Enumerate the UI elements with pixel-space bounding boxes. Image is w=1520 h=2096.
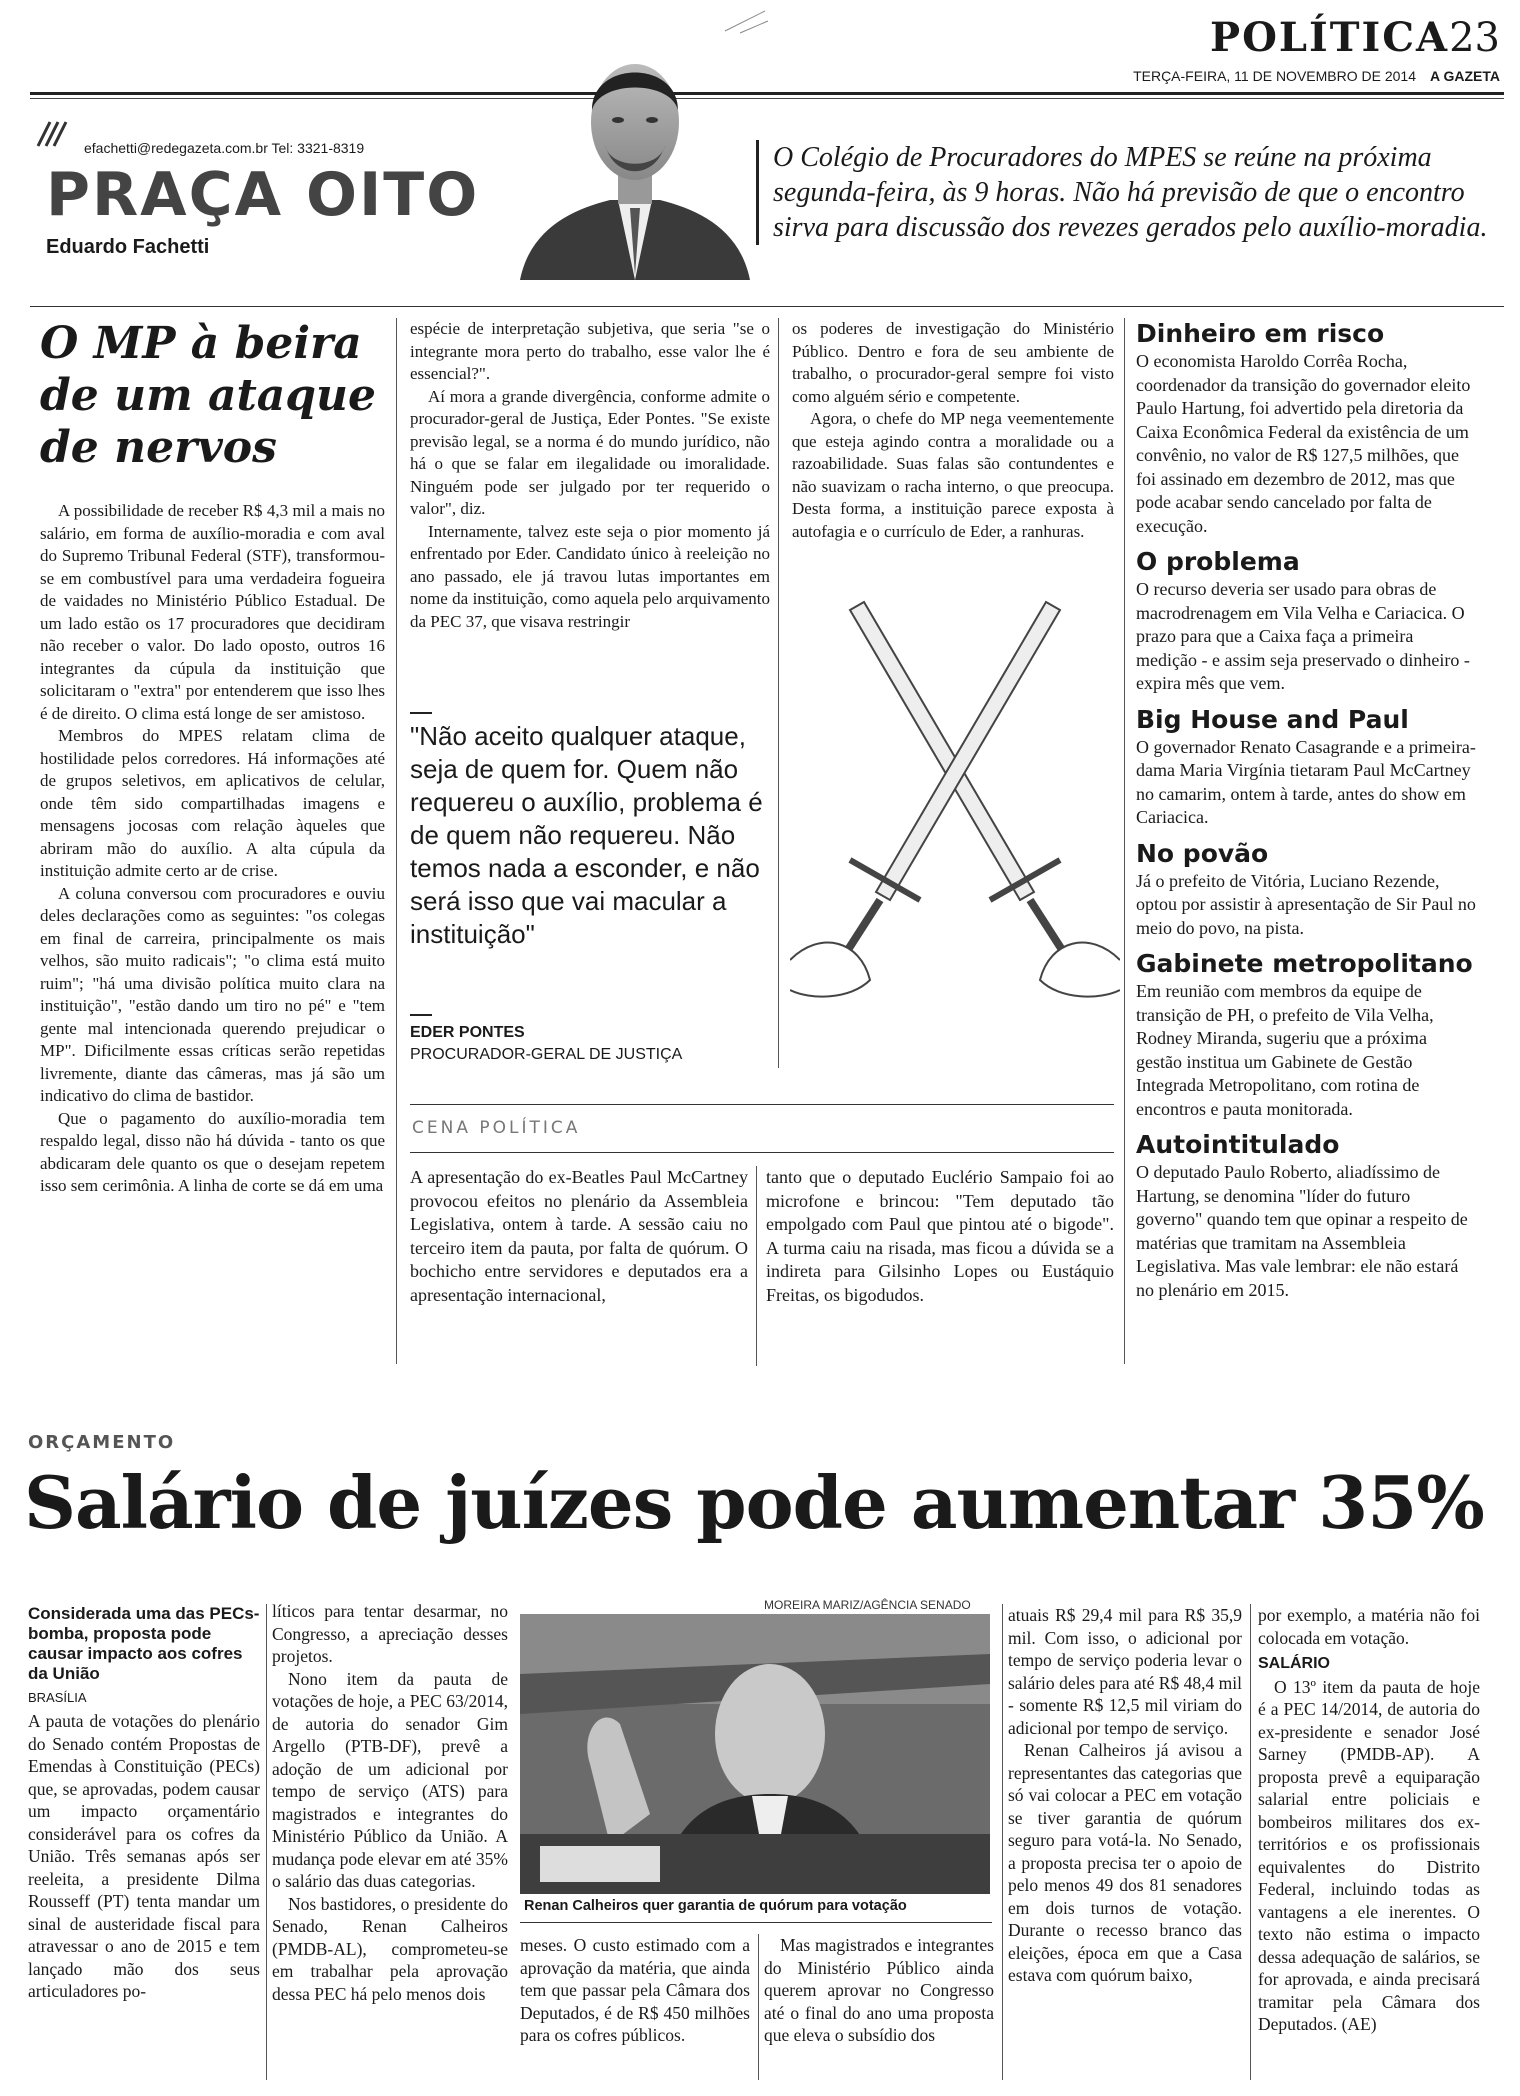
quote-role: PROCURADOR-GERAL DE JUSTIÇA — [410, 1046, 683, 1063]
story-deck: Considerada uma das PECs-bomba, proposta pode causar impacto aos cofres da União — [28, 1604, 260, 1683]
column-rule — [756, 1166, 757, 1366]
paragraph: Agora, o chefe do MP nega veementemente que esteja agindo contra a moralidade ou a razoabilidade. Suas falas são contundentes e não suavizam o racha interno, o que preocupa. Desta forma, a instituição parece exposta à autofagia e o currículo de Eder, a ranhuras. — [792, 409, 1114, 541]
photo-credit: MOREIRA MARIZ/AGÊNCIA SENADO — [764, 1598, 971, 1612]
note-title: No povão — [1136, 838, 1269, 868]
pull-quote: "Não aceito qualquer ataque, seja de quem for. Quem não requereu o auxílio, problema é de quem não requereu. Não temos nada a esconder, e não será isso que vai macular a instituição" — [410, 721, 763, 949]
paragraph: Mas magistrados e integrantes do Ministério Público ainda querem aprovar no Congresso até o final do ano uma proposta que eleva o subsídio dos — [764, 1935, 994, 2045]
subhead: SALÁRIO — [1258, 1655, 1330, 1672]
paragraph: por exemplo, a matéria não foi colocada em votação. — [1258, 1605, 1480, 1648]
column-logo-icon — [34, 118, 74, 148]
quote-rule — [410, 712, 432, 714]
paragraph: Que o pagamento do auxílio-moradia tem respaldo legal, disso não há dúvida - tanto os que abdicaram dele quanto os que o desejam repetem isso sem cerimônia. A linha de corte se dá em uma — [40, 1108, 385, 1195]
column-author: Eduardo Fachetti — [46, 236, 210, 258]
paragraph: atuais R$ 29,4 mil para R$ 35,9 mil. Com isso, o adicional por tempo de serviço poderia levar o salário deles para até R$ 48,4 mil - somente R$ 12,5 mil viriam do adicional por tempo de serviço. — [1008, 1605, 1242, 1738]
paragraph: Nos bastidores, o presidente do Senado, Renan Calheiros (PMDB-AL), comprometeu-se em trabalhar pela aprovação dessa PEC há pelo menos dois — [272, 1893, 508, 2004]
paragraph: Aí mora a grande divergência, conforme admite o procurador-geral de Justiça, Eder Pontes. "Se existe previsão legal, se a norma é do mundo jurídico, não há o que se falar em ilegalidade ou imoralidade. Ninguém pode ser julgado por ter requerido o valor", diz. — [410, 386, 770, 518]
orcamento-headline: Salário de juízes pode aumentar 35% — [24, 1460, 1484, 1545]
notes-sidebar — [1136, 318, 1476, 1310]
author-photo — [500, 40, 770, 280]
note-title: Dinheiro em risco — [1136, 319, 1385, 348]
column-rule — [778, 318, 779, 1068]
paragraph: espécie de interpretação subjetiva, que seria "se o integrante mora perto do trabalho, esse valor lhe é essencial?". — [410, 319, 770, 383]
note-title: O problema — [1136, 547, 1300, 576]
paragraph: Internamente, talvez este seja o pior momento já enfrentado por Eder. Candidato único à reeleição no ano passado, ele já travou lutas importantes em nome da instituição, como aquela pelo arquivamento da PEC 37, que visava restringir — [410, 521, 770, 631]
orcamento-column-1 — [28, 1710, 260, 2003]
orcamento-column-2 — [272, 1600, 508, 2005]
orcamento-column-5 — [1008, 1604, 1242, 1987]
paragraph: meses. O custo estimado com a aprovação da matéria, que ainda tem que passar pela Câmara dos Deputados, é de R$ 450 milhões para os cofres públicos. — [520, 1935, 750, 2045]
paragraph: Nono item da pauta de votações de hoje, a PEC 63/2014, de autoria do senador Gim Argello (PTB-DF), prevê a adoção de um adicional por tempo de serviço (ATS) para magistrados e integrantes do Ministério Público da União. A mudança pode elevar em até 35% o salário das duas categorias. — [272, 1668, 508, 1891]
pen-scribble — [720, 6, 770, 36]
paragraph: A pauta de votações do plenário do Senado contém Propostas de Emendas à Constituição (PECs) que, se aprovadas, podem causar um impacto orçamentário considerável para os cofres da União. Três semanas após ser reeleita, a presidente Dilma Rousseff (PT) tenta mandar um sinal de austeridade fiscal para atravessar o ano de 2015 e tem lançado mão dos seus articuladores po- — [28, 1711, 260, 2001]
quote-rule — [410, 1014, 432, 1016]
paragraph: os poderes de investigação do Ministério Público. Dentro e fora de seu ambiente de trabalho, o procurador-geral sempre foi visto como alguém sério e competente. — [792, 319, 1114, 406]
section-kicker: ORÇAMENTO — [28, 1432, 176, 1453]
story-headline: O MP à beira de um ataque de nervos — [40, 318, 377, 473]
crossed-swords-illustration — [790, 600, 1120, 1030]
column-rule — [1002, 1604, 1003, 2080]
note-text: O recurso deveria ser usado para obras de macrodrenagem em Vila Velha e Cariacica. O prazo para que a Caixa faça a primeira medição - e assim seja preservado o dinheiro - expira mês que vem. — [1136, 579, 1470, 693]
note-text: O governador Renato Casagrande e a primeira-dama Maria Virgínia tietaram Paul McCartney no camarim, ontem à tarde, antes do show em Cariacica. — [1136, 736, 1476, 827]
column-teaser: O Colégio de Procuradores do MPES se reúne na próxima segunda-feira, às 9 horas. Não há previsão de que o encontro sirva para discussão dos revezes gerados pelo auxílio-moradia. — [756, 140, 1493, 245]
column-name: PRAÇA OITO — [46, 160, 480, 230]
quote-name: EDER PONTES — [410, 1024, 525, 1041]
caption-rule — [520, 1922, 992, 1923]
orcamento-column-4 — [764, 1934, 994, 2047]
story-column-3 — [792, 318, 1114, 543]
paragraph: líticos para tentar desarmar, no Congresso, a apreciação desses projetos. — [272, 1601, 508, 1666]
column-rule — [266, 1604, 267, 2080]
dateline: TERÇA-FEIRA, 11 DE NOVEMBRO DE 2014 A GAZETA — [1133, 68, 1500, 84]
page-number: 23 — [1449, 15, 1500, 61]
note-text: Já o prefeito de Vitória, Luciano Rezende, optou por assistir à apresentação de Sir Paul no meio do povo, na pista. — [1136, 870, 1476, 938]
cena-rule — [410, 1152, 1114, 1153]
paragraph: Membros do MPES relatam clima de hostilidade pelos corredores. Há informações até de grupos seletivos, em aplicativos de celular, onde têm sido compartilhadas imagens e mensagens jocosas com relação àqueles que abriram mão do auxílio. A alta cúpula da instituição admite certo ar de crise. — [40, 726, 385, 880]
paragraph: A apresentação do ex-Beatles Paul McCartney provocou efeitos no plenário da Assembleia Legislativa, ontem à tarde. A sessão caiu no terceiro item da pauta, por falta de quórum. O bochicho entre servidores e deputados era a apresentação internacional, — [410, 1167, 748, 1305]
column-rule — [1124, 318, 1125, 1364]
dateline-place: BRASÍLIA — [28, 1690, 87, 1705]
news-photo — [520, 1614, 990, 1894]
section-divider — [30, 306, 1504, 307]
column-rule — [396, 318, 397, 1364]
orcamento-column-6 — [1258, 1604, 1480, 2036]
note-text: Em reunião com membros da equipe de transição de PH, o prefeito de Vila Velha, Rodney Miranda, sugeriu que a próxima gestão institua um Gabinete de Gestão Integrada Metropolitano, com rotina de encontros e pauta monitorada. — [1136, 981, 1434, 1119]
cena-rule — [410, 1104, 1114, 1105]
paragraph: A coluna conversou com procuradores e ouviu deles declarações como as seguintes: "os colegas em final de carreira, principalmente os mais velhos, são muito radicais"; "o clima está muito ruim"; "há uma divisão política muito clara na instituição", "estão dando um tiro no pé" e "tem gente mal intencionada querendo prejudicar o MP". Dificilmente essas críticas serão repetidas livremente, diante das câmeras, mas já são um indicativo do clima de bastidor. — [40, 883, 385, 1105]
paragraph: O 13º item da pauta de hoje é a PEC 14/2014, de autoria do ex-presidente e senador José Sarney (PMDB-AP). A proposta prevê a equiparação salarial entre policiais e bombeiros militares dos ex-territórios e os profissionais equivalentes do Distrito Federal, incluindo todas as vantagens a ele inerentes. O texto não estima o impacto dessa adequação de salários, se for aprovada, e ainda precisará tramitar pela Câmara dos Deputados. (AE) — [1258, 1676, 1480, 2034]
orcamento-column-3 — [520, 1934, 750, 2047]
column-rule — [1250, 1604, 1251, 2080]
paragraph: A possibilidade de receber R$ 4,3 mil a mais no salário, em forma de auxílio-moradia e com aval do Supremo Tribunal Federal (STF), transformou-se em combustível para uma verdadeira fogueira de vaidades no Ministério Público Estadual. De um lado estão os 17 procuradores que decidiram não receber o valor. Do lado oposto, outros 16 integrantes da cúpula da instituição que solicitaram o "extra" por entenderem que isso lhes é de direito. O clima está longe de ser amistoso. — [40, 501, 385, 723]
note-title: Big House and Paul — [1136, 704, 1409, 734]
cena-column-1 — [410, 1166, 748, 1307]
note-title: Gabinete metropolitano — [1136, 949, 1473, 978]
column-contact: efachetti@redegazeta.com.br Tel: 3321-8319 — [84, 140, 365, 156]
cena-column-2 — [766, 1166, 1114, 1307]
photo-caption: Renan Calheiros quer garantia de quórum para votação — [524, 1898, 907, 1914]
note-text: O economista Haroldo Corrêa Rocha, coordenador da transição do governador eleito Paulo Hartung, foi advertido pela diretoria da Caixa Econômica Federal da existência de um convênio, no valor de R$ 127,5 milhões, que foi assinado em dezembro de 2012, mas que pode acabar sendo cancelado por falta de execução. — [1136, 351, 1471, 536]
story-column-1 — [40, 500, 385, 1198]
note-title: Autointitulado — [1136, 1130, 1340, 1159]
story-column-2 — [410, 318, 770, 633]
paragraph: tanto que o deputado Euclério Sampaio foi ao microfone e brincou: "Tem deputado tão empolgado com Paul que pintou até o bigode". A turma caiu na risada, mas ficou a dúvida se a indireta para Gilsinho Lopes ou Eustáquio Freitas, os bigodudos. — [766, 1167, 1114, 1305]
newspaper-name: A GAZETA — [1430, 68, 1500, 84]
column-rule — [758, 1934, 759, 2080]
section-title: POLÍTICA23 — [1209, 14, 1500, 61]
cena-label: CENA POLÍTICA — [412, 1118, 581, 1138]
note-text: O deputado Paulo Roberto, aliadíssimo de Hartung, se denomina "líder do futuro governo" quando tem que opinar a respeito de matérias que tramitam na Assembleia Legislativa. Mas vale lembrar: ele não estará no plenário em 2015. — [1136, 1162, 1468, 1300]
paragraph: Renan Calheiros já avisou a representantes das categorias que só vai colocar a PEC em votação se tiver garantia de quórum seguro para votá-la. No Senado, a proposta precisa ter o apoio de pelo menos 49 dos 81 senadores em dois turnos de votação. Durante o recesso branco das eleições, época em que a Casa estava com quórum baixo, — [1008, 1740, 1242, 1985]
